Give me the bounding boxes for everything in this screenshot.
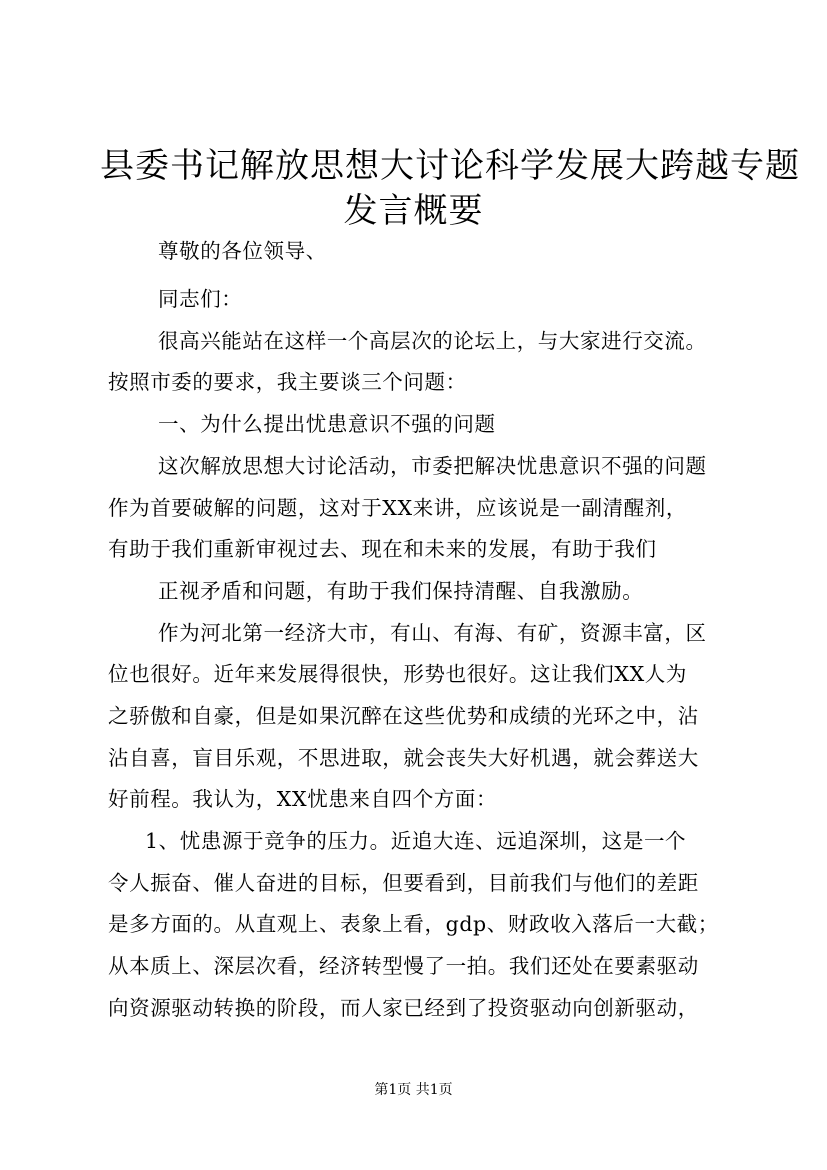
salutation-line: 同志们：: [158, 287, 243, 311]
paragraph-line: 之骄傲和自豪，但是如果沉醉在这些优势和成绩的光环之中，沾: [108, 704, 699, 728]
paragraph-line: 是多方面的。从直观上、表象上看，gdp、财政收入落后一大截；: [108, 912, 719, 936]
paragraph-line: 从本质上、深层次看，经济转型慢了一拍。我们还处在要素驱动: [108, 954, 699, 978]
paragraph-line: 好前程。我认为，XX忧患来自四个方面：: [108, 787, 498, 811]
page-footer: 第1页 共1页: [374, 1082, 453, 1098]
paragraph-line: 沾自喜，盲目乐观，不思进取，就会丧失大好机遇，就会葬送大: [108, 746, 699, 770]
paragraph-line: 向资源驱动转换的阶段，而人家已经到了投资驱动向创新驱动，: [108, 996, 699, 1020]
document-title-line-2: 发言概要: [343, 191, 484, 231]
paragraph-line: 作为河北第一经济大市，有山、有海、有矿，资源丰富，区: [158, 621, 707, 645]
paragraph-line: 正视矛盾和问题，有助于我们保持清醒、自我激励。: [158, 579, 644, 603]
paragraph-line: 1、忧患源于竞争的压力。近追大连、远追深圳，这是一个: [145, 829, 687, 853]
paragraph-line: 位也很好。近年来发展得很快，形势也很好。这让我们XX人为: [108, 662, 687, 686]
paragraph-line: 很高兴能站在这样一个高层次的论坛上，与大家进行交流。: [158, 329, 707, 353]
document-title-line-1: 县委书记解放思想大讨论科学发展大跨越专题: [100, 146, 800, 186]
paragraph-line: 这次解放思想大讨论活动，市委把解决忧患意识不强的问题: [158, 454, 707, 478]
paragraph-line: 按照市委的要求，我主要谈三个问题：: [108, 370, 467, 394]
section-heading: 一、为什么提出忧患意识不强的问题: [158, 412, 496, 436]
paragraph-line: 令人振奋、催人奋进的目标，但要看到，目前我们与他们的差距: [108, 871, 699, 895]
salutation-line: 尊敬的各位领导、: [158, 239, 327, 263]
paragraph-line: 有助于我们重新审视过去、现在和未来的发展，有助于我们: [108, 537, 657, 561]
paragraph-line: 作为首要破解的问题，这对于XX来讲，应该说是一副清醒剂，: [108, 496, 687, 520]
